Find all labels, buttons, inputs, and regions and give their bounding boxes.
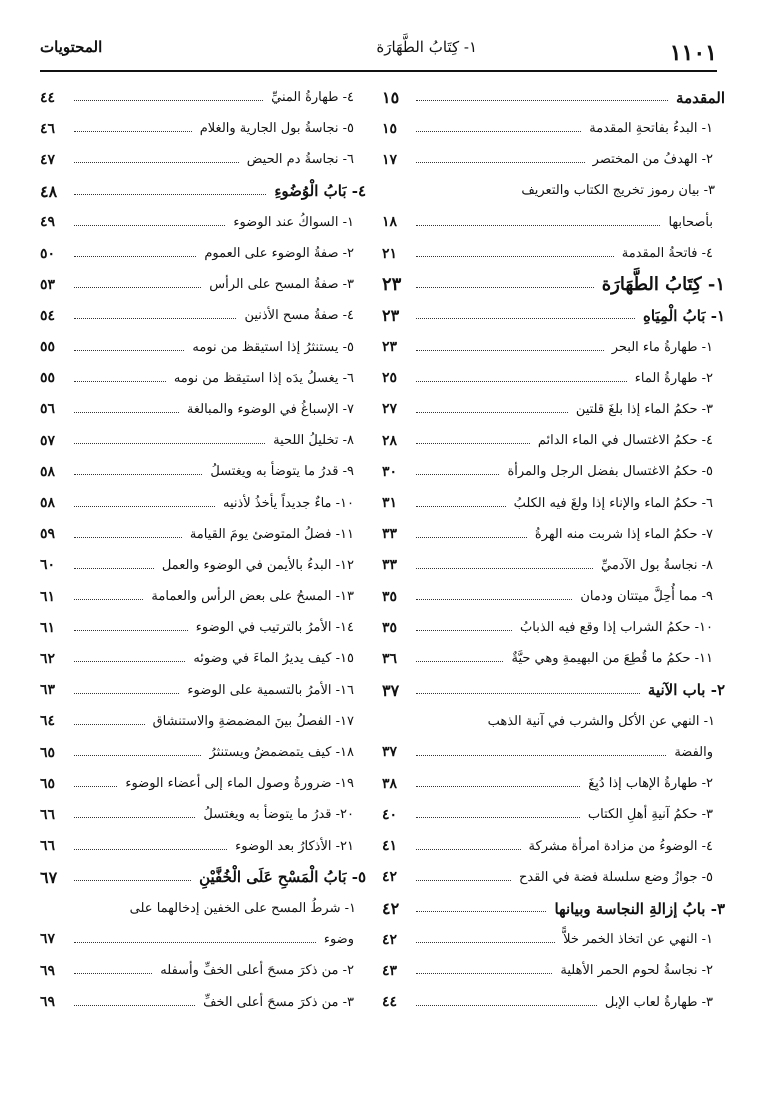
toc-entry[interactable] (382, 924, 727, 955)
toc-entry-title: ٦- نجاسةُ دم الحيض (246, 152, 354, 168)
toc-entry-title: ١٦- الأمرُ بالتسمية على الوضوء (187, 682, 354, 698)
dot-leader (416, 880, 511, 881)
toc-entry-title: ٣- صفةُ المسح على الرأس (209, 277, 354, 293)
toc-entry-title: ٤- بَابُ الْوُضُوءِ (274, 182, 366, 201)
toc-entry[interactable] (40, 737, 368, 768)
toc-chapter-entry[interactable] (382, 300, 727, 331)
toc-entry-title: ١- السواكُ عند الوضوء (233, 214, 354, 230)
toc-page-number: ٤٢ (382, 931, 398, 948)
toc-entry[interactable] (382, 456, 727, 487)
toc-page-number: ٤٤ (40, 89, 56, 106)
toc-page-number: ٢٣ (382, 306, 400, 326)
running-title: ١- كِتَابُ الطَّهَارَة (376, 38, 477, 56)
toc-entry-title: ١- البدءُ بفاتحةِ المقدمة (589, 121, 713, 137)
toc-page-number: ٢٨ (382, 432, 398, 449)
toc-entry-title: ٢٠- قدرُ ما يتوضأ به ويغتسلُ (203, 807, 354, 823)
dot-leader (416, 942, 555, 943)
toc-page-number: ٤٢ (382, 869, 398, 886)
dot-leader (74, 100, 263, 101)
toc-entry-title: ١- طهارةُ ماء البحر (611, 339, 713, 355)
dot-leader (74, 256, 196, 257)
toc-page-number: ٥٥ (40, 339, 56, 356)
toc-page-number: ٥٣ (40, 276, 56, 293)
toc-entry[interactable] (40, 394, 368, 425)
toc-page-number: ٦٢ (40, 650, 56, 667)
toc-entry[interactable] (382, 581, 727, 612)
toc-entry[interactable] (382, 394, 727, 425)
toc-entry[interactable] (40, 269, 368, 300)
dot-leader (74, 350, 184, 351)
toc-page-number: ٦٥ (40, 775, 56, 792)
toc-entry[interactable] (40, 144, 368, 175)
toc-entry[interactable] (40, 675, 368, 706)
toc-entry-title: ٥- حكمُ الاغتسال بفضل الرجل والمرأة (507, 464, 713, 480)
toc-entry[interactable] (382, 643, 727, 674)
dot-leader (74, 817, 195, 818)
toc-entry[interactable] (40, 550, 368, 581)
dot-leader (416, 131, 581, 132)
toc-entry[interactable] (40, 82, 368, 113)
toc-entry[interactable] (382, 706, 727, 768)
toc-entry[interactable] (40, 831, 368, 862)
toc-entry-continuation (382, 214, 727, 230)
toc-page-number: ٥٦ (40, 401, 56, 418)
toc-entry-title: ٢- باب الآنية (647, 681, 725, 700)
toc-entry[interactable] (382, 612, 727, 643)
toc-page-number: ٢٣ (382, 274, 402, 296)
toc-page-number: ٦٦ (40, 838, 56, 855)
dot-leader (416, 661, 503, 662)
dot-leader (74, 599, 143, 600)
toc-page-number: ١٥ (382, 120, 398, 137)
toc-page-number: ٤١ (382, 838, 398, 855)
toc-entry-title: ٤- الوضوءُ من مزادة امرأة مشركة (528, 838, 713, 854)
toc-page-number: ٦٥ (40, 744, 56, 761)
dot-leader (416, 599, 572, 600)
toc-page-number: ١٧ (382, 151, 398, 168)
dot-leader (416, 256, 614, 257)
dot-leader (74, 661, 185, 662)
toc-entry-title: ١٤- الأمرُ بالترتيب في الوضوء (195, 620, 354, 636)
toc-page-number: ٤٣ (382, 962, 398, 979)
dot-leader (74, 755, 201, 756)
toc-entry-title: ٥- جوازُ وضع سلسلة فضة في القدح (519, 869, 713, 885)
toc-page-number: ٦٦ (40, 806, 56, 823)
toc-entry-title: ٣- حكمُ آنيةِ أهلِ الكتاب (587, 807, 713, 823)
toc-page-number: ٦١ (40, 619, 56, 636)
toc-chapter-entry[interactable] (40, 176, 368, 207)
toc-chapter-entry[interactable] (382, 82, 727, 113)
toc-entry-title: ٣- بيان رموز تخريج الكتاب والتعريف (521, 183, 715, 199)
toc-entry-title-cont: بأصحابها (668, 214, 713, 230)
toc-page-number: ٦٤ (40, 713, 56, 730)
dot-leader (416, 568, 593, 569)
toc-entry[interactable] (40, 300, 368, 331)
dot-leader (416, 506, 506, 507)
toc-page-number: ٣٧ (382, 680, 400, 700)
toc-entry-title: ١١- حكمُ ما قُطِعَ من البهيمةِ وهي حيَّةٌ (511, 651, 713, 667)
toc-entry-title: ٣- حكمُ الماء إذا بلغَ قلتين (575, 401, 713, 417)
toc-entry-title: ١٢- البدءُ بالأيمن في الوضوء والعمل (161, 557, 354, 573)
dot-leader (74, 225, 225, 226)
toc-entry-title: ٧- حكمُ الماء إذا شربت منه الهرةُ (534, 526, 713, 542)
toc-entry-title-block (40, 893, 368, 955)
toc-entry-title: ٩- مما أُحِلَّ ميتتان ودمان (580, 589, 713, 605)
dot-leader (74, 381, 166, 382)
dot-leader (74, 287, 201, 288)
toc-entry-title: ٦- حكمُ الماء والإناء إذا ولغَ فيه الكلبُ (513, 495, 713, 511)
toc-entry[interactable] (40, 238, 368, 269)
dot-leader (74, 942, 316, 943)
toc-entry-title: ٤- حكمُ الاغتسال في الماء الدائم (537, 433, 713, 449)
toc-page-number: ١٥ (382, 88, 400, 108)
dot-leader (416, 755, 666, 756)
toc-entry-title: ١- بَابُ الْمِيَاهِ (643, 306, 725, 325)
toc-chapter-entry[interactable] (40, 862, 368, 893)
dot-leader (74, 318, 236, 319)
toc-left-column (40, 82, 368, 1018)
toc-page-number: ٦٧ (40, 931, 56, 948)
toc-entry-title: ٤- طهارةُ المنيِّ (271, 90, 354, 106)
toc-entry[interactable] (382, 363, 727, 394)
toc-entry-title: ١٠- ماءٌ جديداً يأخذُ لأذنيه (223, 495, 354, 511)
toc-entry-title: ٨- تخليلُ اللحية (273, 433, 354, 449)
toc-entry[interactable] (382, 113, 727, 144)
toc-entry-title: ٢١- الأذكارُ بعد الوضوء (235, 838, 354, 854)
toc-right-column (382, 82, 727, 1018)
toc-entry-title: ٥- نجاسةُ بول الجارية والغلام (199, 121, 354, 137)
page-header (40, 30, 717, 72)
toc-entry[interactable] (382, 238, 727, 269)
toc-entry[interactable] (40, 456, 368, 487)
toc-entry[interactable] (40, 113, 368, 144)
toc-page-number: ٦٩ (40, 962, 56, 979)
toc-entry-title: ٨- نجاسةُ بول الآدميِّ (601, 557, 713, 573)
dot-leader (416, 474, 499, 475)
toc-entry[interactable] (40, 799, 368, 830)
toc-chapter-entry[interactable] (382, 893, 727, 924)
toc-page-number: ٣٦ (382, 650, 398, 667)
toc-entry[interactable] (40, 332, 368, 363)
toc-entry[interactable] (382, 425, 727, 456)
dot-leader (416, 693, 640, 694)
toc-entry[interactable] (382, 986, 727, 1017)
toc-entry[interactable] (40, 425, 368, 456)
dot-leader (416, 537, 527, 538)
toc-page-number: ٤٦ (40, 120, 56, 137)
dot-leader (416, 1005, 597, 1006)
dot-leader (416, 287, 594, 288)
page-number: ١١٠١ (669, 40, 717, 66)
toc-entry-title: ٥- بَابُ الْمَسْحِ عَلَى الْخُفَّيْنِ (199, 868, 366, 887)
dot-leader (416, 973, 552, 974)
dot-leader (416, 381, 627, 382)
dot-leader (74, 849, 227, 850)
toc-entry[interactable] (382, 955, 727, 986)
toc-entry-title: ٢- الهدفُ من المختصر (592, 152, 713, 168)
toc-page-number: ٦٧ (40, 867, 58, 887)
toc-entry[interactable] (382, 550, 727, 581)
toc-page-number: ٢٧ (382, 401, 398, 418)
toc-entry-title: ١٨- كيف يتمضمضُ ويستنثرُ (209, 745, 354, 761)
toc-page-number: ٣٧ (382, 744, 398, 761)
toc-page-number: ٥٥ (40, 370, 56, 387)
dot-leader (416, 100, 668, 101)
toc-entry[interactable] (40, 519, 368, 550)
toc-entry-title: ١٩- ضرورةُ وصول الماء إلى أعضاء الوضوء (125, 776, 354, 792)
toc-entry[interactable] (40, 643, 368, 674)
dot-leader (74, 724, 145, 725)
dot-leader (74, 506, 215, 507)
toc-page-number: ٣٥ (382, 588, 398, 605)
toc-page-number: ٤٨ (40, 181, 58, 201)
toc-entry[interactable] (40, 706, 368, 737)
dot-leader (74, 443, 265, 444)
toc-entry[interactable] (382, 332, 727, 363)
toc-page-number: ٣٥ (382, 619, 398, 636)
toc-entry-title: ١٣- المسحُ على بعض الرأس والعمامة (151, 589, 354, 605)
dot-leader (74, 786, 117, 787)
dot-leader (416, 817, 580, 818)
toc-entry[interactable] (382, 768, 727, 799)
toc-entry-title: ٢- نجاسةُ لحوم الحمر الأهلية (560, 963, 713, 979)
toc-entry-continuation (382, 744, 727, 760)
toc-entry-title: ٦- يغسلُ يدَه إذا استيقظ من نومه (173, 370, 354, 386)
dot-leader (74, 412, 179, 413)
toc-page-number: ٤٩ (40, 214, 56, 231)
toc-page-number: ٤٧ (40, 151, 56, 168)
toc-page-number: ٢٣ (382, 339, 398, 356)
dot-leader (74, 131, 192, 132)
toc-entry-title: ١- النهي عن اتخاذ الخمر خلاًّ (563, 932, 713, 948)
toc-entry[interactable] (382, 799, 727, 830)
toc-page-number: ٥٧ (40, 432, 56, 449)
toc-entry-title: ٣- بابُ إزالةِ النجاسة وبيانها (554, 899, 725, 918)
dot-leader (74, 537, 182, 538)
dot-leader (416, 162, 585, 163)
dot-leader (416, 443, 530, 444)
toc-entry-title: ٤- فاتحةُ المقدمة (621, 246, 713, 262)
toc-entry[interactable] (40, 955, 368, 986)
toc-page-number: ٣٠ (382, 463, 398, 480)
dot-leader (74, 880, 191, 881)
toc-entry-title: ٣- من ذكرَ مسحَ أعلى الخفِّ (203, 994, 354, 1010)
toc-entry-title: ٢- طهارةُ الإهاب إذا دُبِغَ (588, 776, 713, 792)
toc-entry[interactable] (40, 986, 368, 1017)
dot-leader (74, 162, 239, 163)
toc-page-number: ٦٣ (40, 682, 56, 699)
dot-leader (74, 1005, 195, 1006)
dot-leader (416, 786, 580, 787)
dot-leader (74, 973, 152, 974)
dot-leader (416, 350, 604, 351)
toc-page-number: ٢٥ (382, 370, 398, 387)
toc-page-number: ٤٤ (382, 994, 398, 1011)
toc-page-number: ٣١ (382, 495, 398, 512)
toc-entry-title: ٧- الإسباغُ في الوضوء والمبالغة (186, 401, 354, 417)
dot-leader (74, 693, 179, 694)
toc-page-number: ٣٨ (382, 775, 398, 792)
toc-entry[interactable] (382, 487, 727, 518)
toc-entry-title: ٥- يستنثرُ إذا استيقظ من نومه (192, 339, 354, 355)
toc-entry-title-block (382, 706, 727, 768)
toc-entry[interactable] (382, 144, 727, 175)
toc-chapter-entry[interactable] (382, 675, 727, 706)
toc-entry-title: ٢- صفةُ الوضوء على العموم (204, 246, 354, 262)
toc-entry-title: ١٧- الفصلُ بينَ المضمضةِ والاستنشاق (152, 713, 354, 729)
toc-entry-title: ٣- طهارةُ لعاب الإبل (604, 994, 713, 1010)
toc-page-number: ٦٠ (40, 557, 56, 574)
toc-entry[interactable] (382, 176, 727, 238)
dot-leader (416, 225, 660, 226)
dot-leader (74, 630, 188, 631)
toc-page-number: ٥٩ (40, 526, 56, 543)
toc-entry-title: ٤- صفةُ مسح الأذنين (244, 308, 354, 324)
toc-entry-title: ١٠- حكمُ الشراب إذا وقع فيه الذبابُ (520, 620, 713, 636)
toc-entry-continuation (40, 931, 368, 947)
section-label: المحتويات (40, 38, 103, 56)
toc-page-number: ٥٠ (40, 245, 56, 262)
toc-page-number: ٤٢ (382, 899, 400, 918)
toc-page-number: ٥٤ (40, 307, 56, 324)
toc-page-number: ٦٩ (40, 994, 56, 1011)
toc-page-number: ٣٣ (382, 526, 398, 543)
toc-entry[interactable] (40, 768, 368, 799)
toc-entry[interactable] (40, 207, 368, 238)
toc-entry[interactable] (40, 612, 368, 643)
toc-entry[interactable] (382, 519, 727, 550)
toc-page-number: ١٨ (382, 214, 398, 231)
toc-page-number: ٥٨ (40, 463, 56, 480)
toc-entry-title: ٢- طهارةُ الماء (634, 370, 713, 386)
toc-page-number: ٢١ (382, 245, 398, 262)
toc-page-number: ٦١ (40, 588, 56, 605)
toc-entry-title: ١- النهي عن الأكل والشرب في آنية الذهب (487, 713, 715, 729)
toc-entry[interactable] (382, 862, 727, 893)
toc-entry-title: ١١- فضلُ المتوضئ يومَ القيامة (189, 526, 354, 542)
dot-leader (74, 474, 202, 475)
toc-entry[interactable] (40, 487, 368, 518)
toc-entry[interactable] (382, 831, 727, 862)
toc-entry-title-cont: والفضة (674, 744, 713, 760)
dot-leader (416, 412, 568, 413)
dot-leader (416, 318, 635, 319)
toc-entry-title-block (382, 176, 727, 238)
toc-page-number: ٤٠ (382, 806, 398, 823)
dot-leader (416, 911, 546, 912)
toc-entry-title-cont: وضوء (323, 931, 354, 947)
toc-entry-title: ٢- من ذكرَ مسحَ أعلى الخفِّ وأسفله (160, 963, 354, 979)
toc-entry[interactable] (40, 893, 368, 955)
toc-chapter-entry[interactable] (382, 269, 727, 300)
toc-entry-title: ١٥- كيف يديرُ الماءَ في وضوئه (193, 651, 354, 667)
toc-page-number: ٥٨ (40, 495, 56, 512)
toc-entry-title: المقدمة (676, 88, 725, 107)
toc-entry[interactable] (40, 363, 368, 394)
dot-leader (416, 630, 512, 631)
dot-leader (416, 849, 521, 850)
toc-entry-title: ١- كِتَابُ الطَّهَارَة (601, 274, 725, 296)
toc-entry-title: ٩- قدرُ ما يتوضأ به ويغتسلُ (210, 464, 354, 480)
toc-entry[interactable] (40, 581, 368, 612)
toc-entry-title: ١- شرطُ المسح على الخفين إدخالهما على (129, 900, 356, 916)
toc-page-number: ٣٣ (382, 557, 398, 574)
dot-leader (74, 568, 154, 569)
dot-leader (74, 194, 266, 195)
